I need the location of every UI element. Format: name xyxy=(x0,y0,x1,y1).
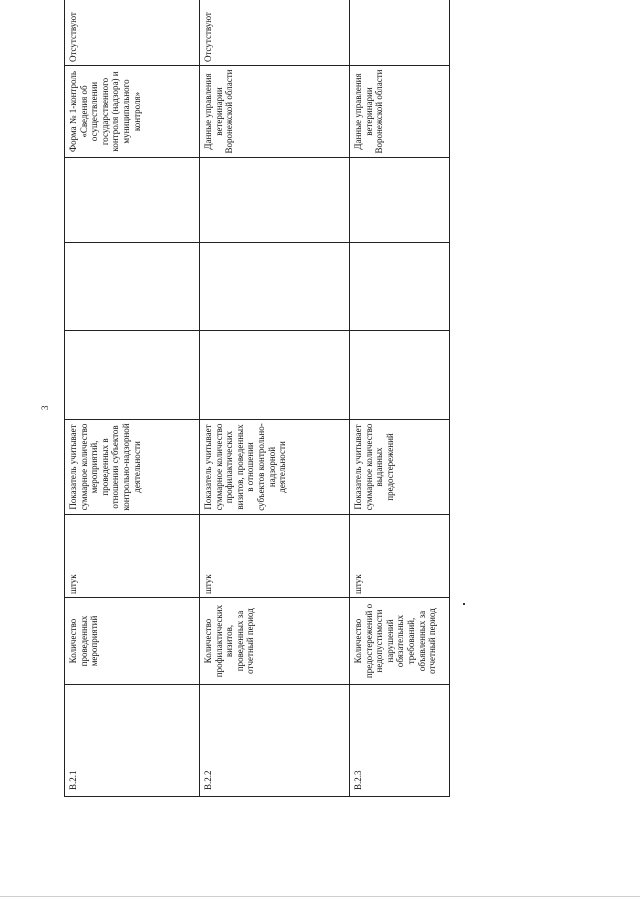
indicator-name: Количество профилактических визитов, проведенных за отчетный период xyxy=(200,598,350,685)
empty-cell xyxy=(350,158,450,243)
table-row xyxy=(350,0,450,797)
table-row xyxy=(65,0,200,797)
indicator-note: Отсутствуют xyxy=(200,0,350,66)
data-source: Данные управления ветеринарии Воронежской области xyxy=(200,66,350,158)
indicator-name: Количество предостережений о недопустимости нарушений обязательных требований, объявленных за отчетный период xyxy=(350,598,450,685)
empty-cell xyxy=(200,158,350,243)
empty-cell xyxy=(200,331,350,420)
indicator-code: В.2.1 xyxy=(65,685,200,797)
indicator-description: Показатель учитывает суммарное количество мероприятий, проведенных в отношении субъектов контрольно-надзорной деятельности xyxy=(65,420,200,515)
empty-cell xyxy=(65,331,200,420)
empty-cell xyxy=(65,158,200,243)
indicator-description: Показатель учитывает суммарное количество профилактических визитов, проведенных в отношении субъектов контрольно-надзорной деятельности xyxy=(200,420,350,515)
indicator-table xyxy=(64,0,450,797)
indicator-table-rotated xyxy=(64,12,449,797)
indicator-note: Отсутствуют xyxy=(65,0,200,66)
indicator-unit: штук xyxy=(200,515,350,598)
table-row xyxy=(200,0,350,797)
stray-dot xyxy=(463,603,465,605)
data-source: Форма № 1-контроль «Сведения об осуществлении государственного контроля (надзора) и муниципального контроля» xyxy=(65,66,200,158)
empty-cell xyxy=(350,243,450,331)
indicator-unit: штук xyxy=(65,515,200,598)
data-source: Данные управления ветеринарии Воронежской области xyxy=(350,66,450,158)
page-bottom-edge xyxy=(0,896,640,897)
page-number: 3 xyxy=(40,405,50,410)
indicator-name: Количество проведенных мероприятий xyxy=(65,598,200,685)
empty-cell xyxy=(350,331,450,420)
empty-cell xyxy=(65,243,200,331)
indicator-unit: штук xyxy=(350,515,450,598)
indicator-description: Показатель учитывает суммарное количество выданных предостережений xyxy=(350,420,450,515)
indicator-note xyxy=(350,0,450,66)
indicator-code: В.2.3 xyxy=(350,685,450,797)
indicator-code: В.2.2 xyxy=(200,685,350,797)
empty-cell xyxy=(200,243,350,331)
